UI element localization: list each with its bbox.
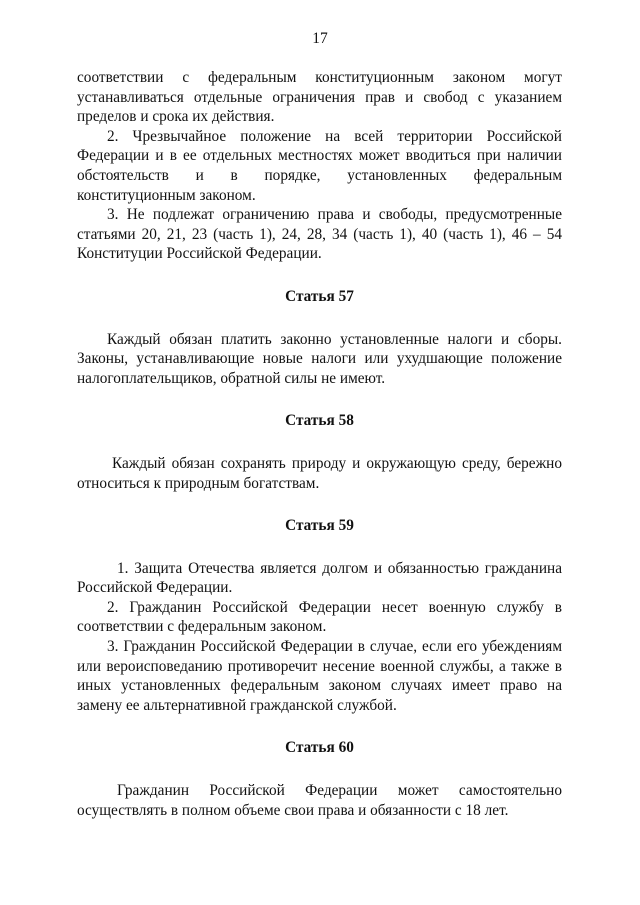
intro-paragraph-3: 3. Не подлежат ограничению права и свободы, предусмотренные статьями 20, 21, 23 (часть 1), 24, 28, 34 (часть 1), 40 (часть 1), 46 – 54 Конституции Российской Федерации. xyxy=(77,206,562,263)
article-60-heading: Статья 60 xyxy=(285,739,354,757)
article-60-paragraph-1: Гражданин Российской Федерации может самостоятельно осуществлять в полном объеме свои права и обязанности с 18 лет. xyxy=(77,782,562,819)
article-59-heading: Статья 59 xyxy=(285,517,354,535)
article-59-paragraph-1: 1. Защита Отечества является долгом и обязанностью гражданина Российской Федерации. xyxy=(77,559,562,597)
article-57-paragraph-1: Каждый обязан платить законно установленные налоги и сборы. Законы, устанавливающие новые налоги или ухудшающие положение налогоплательщиков, обратной силы не имеют. xyxy=(77,330,562,387)
article-59-paragraph-2: 2. Гражданин Российской Федерации несет военную службу в соответствии с федеральным законом. xyxy=(77,598,562,636)
article-57-heading: Статья 57 xyxy=(285,287,354,305)
article-58-paragraph-1: Каждый обязан сохранять природу и окружающую среду, бережно относиться к природным богатствам. xyxy=(77,454,562,492)
article-59-paragraph-3: 3. Гражданин Российской Федерации в случае, если его убеждениям или вероисповеданию противоречит несение военной службы, а также в иных установленных федеральным законом случаях имеет право на замену ее альтернативной гражданской службой. xyxy=(77,638,562,714)
article-58-heading: Статья 58 xyxy=(285,412,354,430)
page-content xyxy=(77,68,562,820)
intro-paragraph-2: 2. Чрезвычайное положение на всей территории Российской Федерации и в ее отдельных местностях может вводиться при наличии обстоятельств и в порядке, установленных федеральным конституционным законом. xyxy=(77,127,562,204)
page-number: 17 xyxy=(312,30,328,47)
intro-paragraph-1: соответствии с федеральным конституционным законом могут устанавливаться отдельные ограничения прав и свобод с указанием пределов и срока их действия. xyxy=(77,69,562,126)
